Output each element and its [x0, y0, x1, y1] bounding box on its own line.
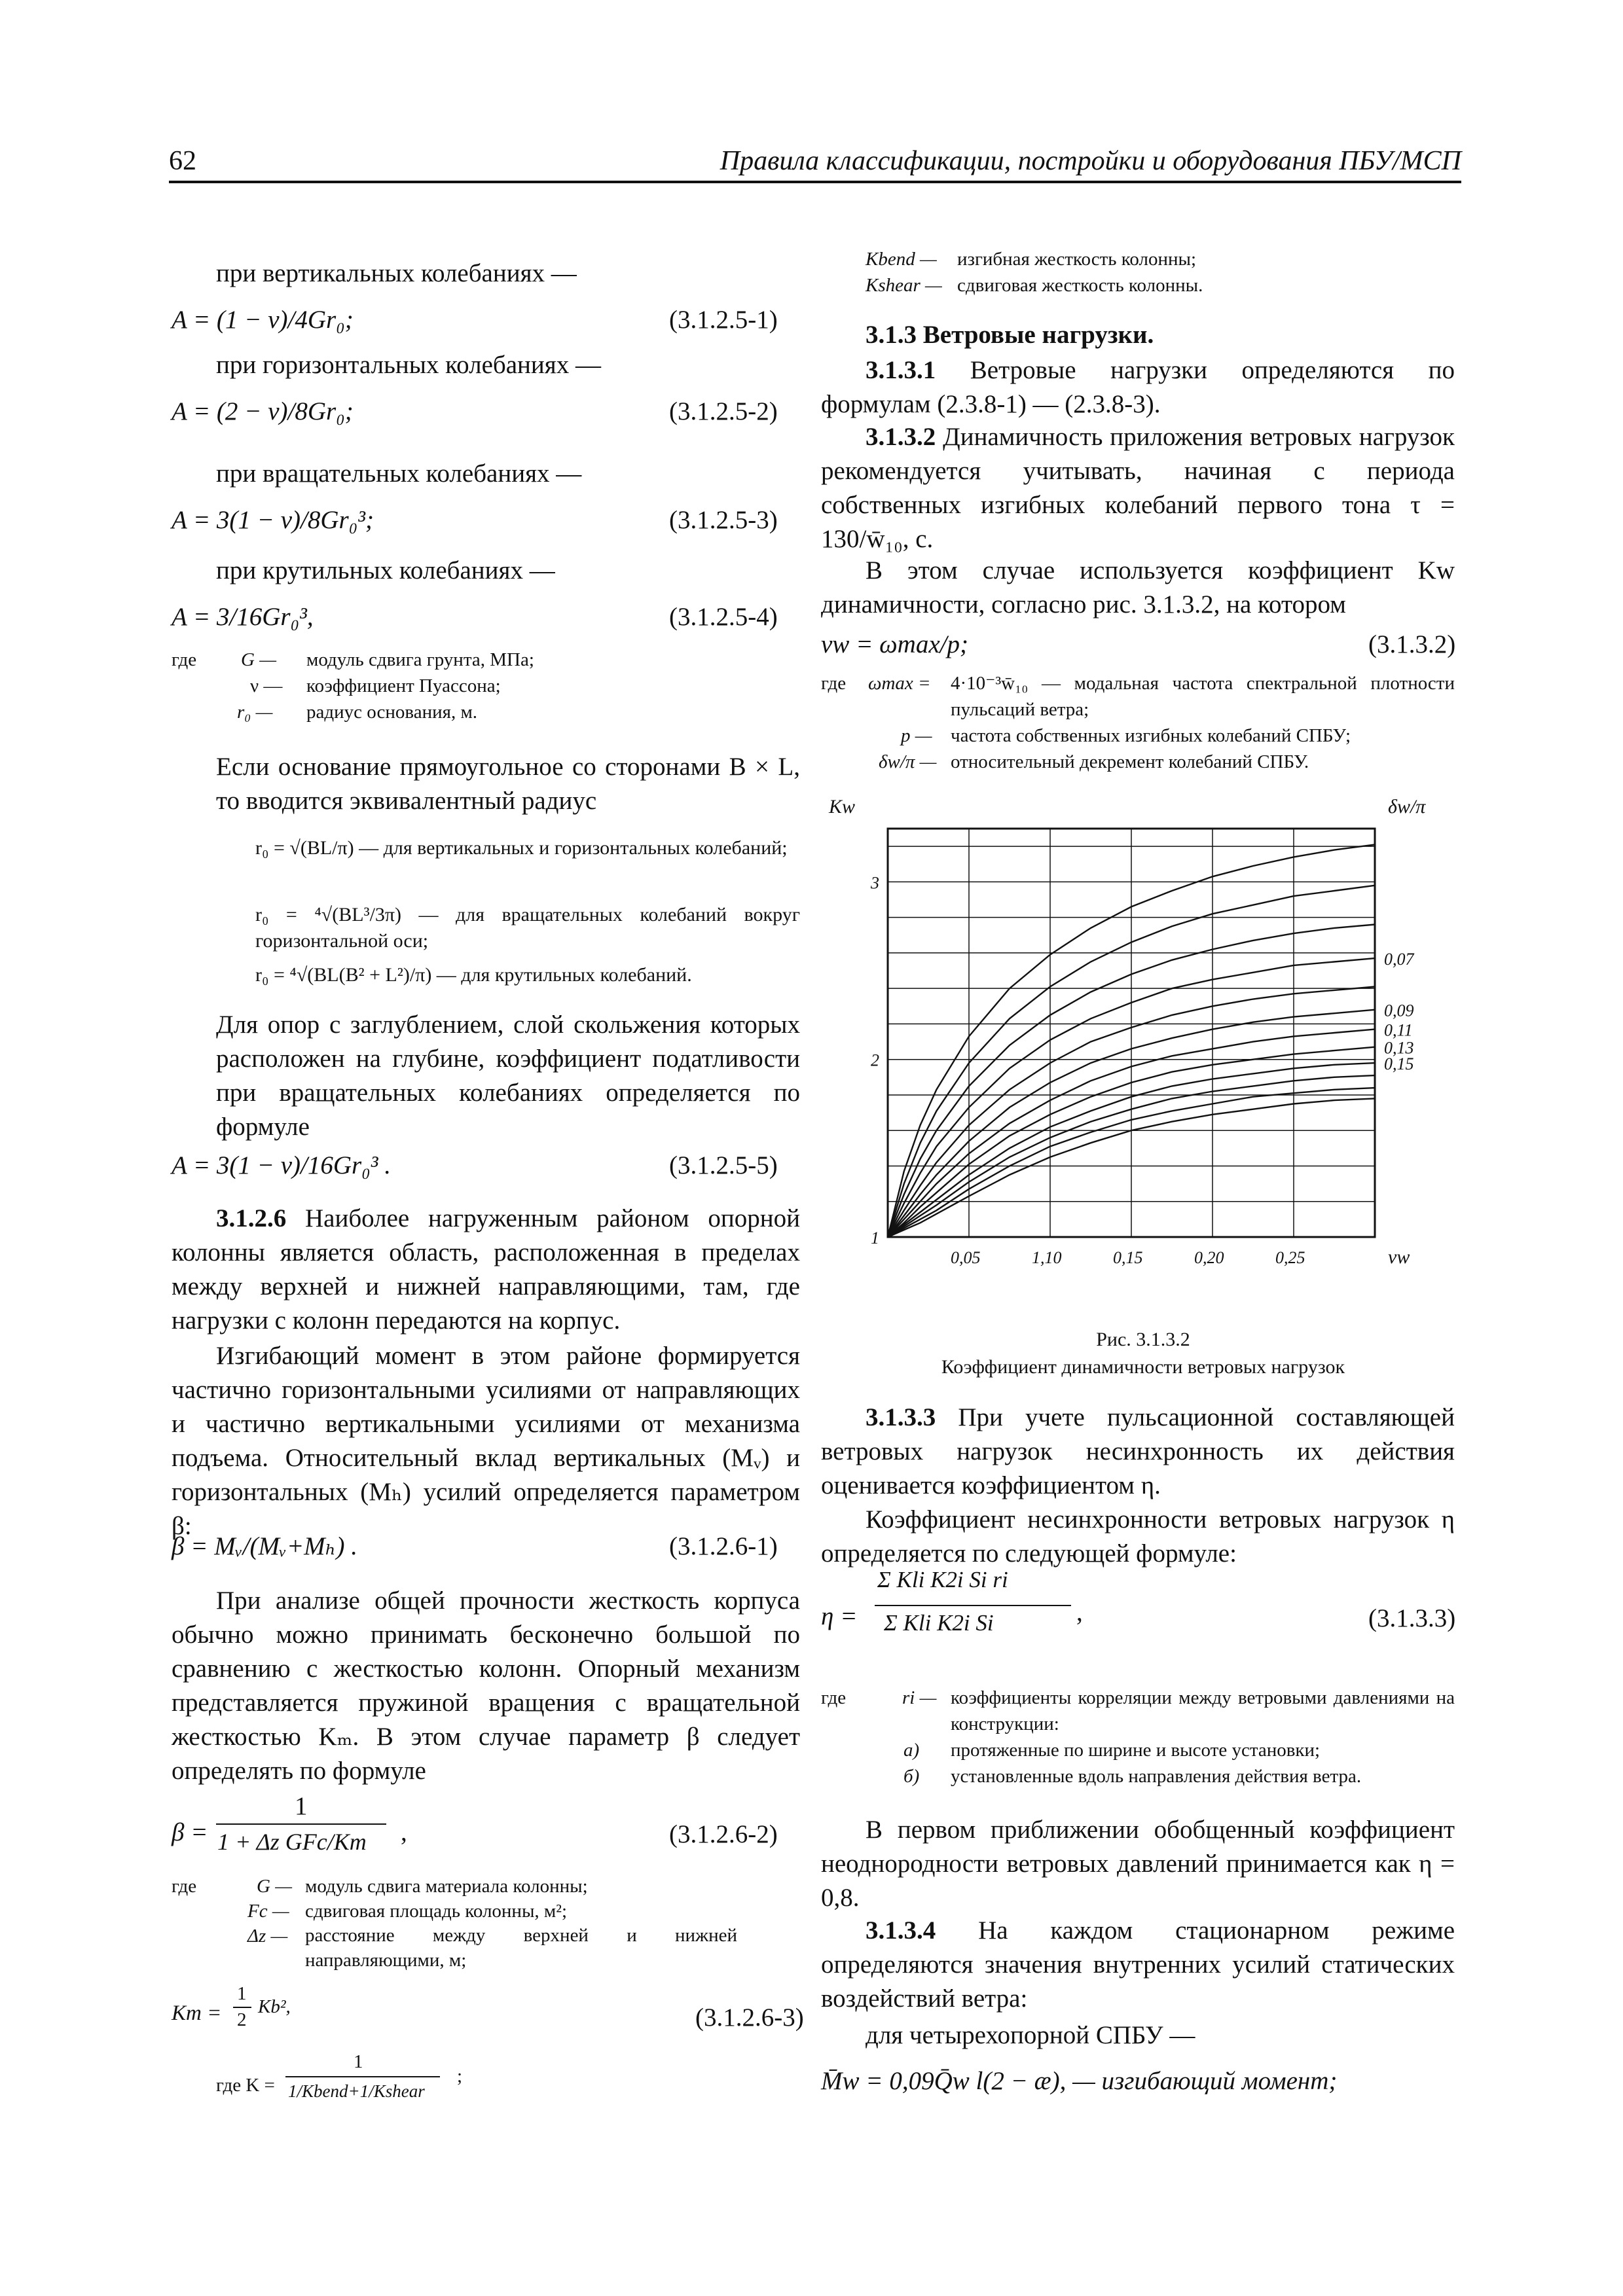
y-tick-label: 1: [871, 1229, 879, 1247]
fraction-denominator: 1/Kbend+1/Kshear: [288, 2081, 425, 2101]
section-heading: 3.1.3 Ветровые нагрузки.: [866, 321, 1154, 349]
x-tick-label: 0,20: [1194, 1248, 1224, 1267]
equation-number: (3.1.3.2): [1368, 630, 1456, 658]
definition: сдвиговая жесткость колонны.: [957, 275, 1203, 296]
equation-number: (3.1.2.6-1): [669, 1532, 778, 1560]
text-line: при вращательных колебаниях —: [216, 459, 582, 488]
definition: радиус основания, м.: [306, 702, 478, 723]
paragraph: Если основание прямоугольное со сторонами B × L, то вводится эквивалентный радиус: [216, 753, 800, 815]
list-marker: а): [903, 1740, 920, 1761]
fraction-denominator: 1 + Δz GFc/Km: [217, 1829, 367, 1855]
clause-text: При учете пульсационной составляющей ветровых нагрузок несинхронность их действия оценивается коэффициентом η.: [821, 1403, 1455, 1499]
where-label: где: [172, 1876, 197, 1897]
equation: νw = ωmax/p;: [821, 630, 968, 658]
clause-number: 3.1.3.1: [866, 356, 936, 384]
symbol: Kshear —: [866, 275, 942, 296]
symbol: r₀ —: [237, 702, 273, 723]
clause-number: 3.1.3.4: [866, 1916, 936, 1945]
definition: 4·10⁻³w̄₁₀ — модальная частота спектральной плотности пульсаций ветра;: [951, 673, 1455, 720]
fraction-numerator: 1: [237, 1983, 247, 2004]
fraction-bar: [233, 2007, 251, 2008]
where-label: где: [172, 649, 197, 670]
running-title: Правила классификации, постройки и оборудования ПБУ/МСП: [720, 146, 1461, 176]
paragraph: [821, 353, 1455, 422]
clause-number: 3.1.2.6: [216, 1204, 287, 1232]
fraction-denominator: 2: [237, 2009, 247, 2030]
symbol: G —: [241, 649, 276, 670]
curve-label: 0,07: [1384, 950, 1414, 969]
symbol: G —: [257, 1876, 292, 1897]
equation: A = 3(1 − ν)/8Gr₀³;: [172, 506, 374, 534]
clause-text: Ветровые нагрузки определяются по формулам (2.3.8-1) — (2.3.8-3).: [821, 356, 1455, 418]
symbol: ri —: [902, 1687, 937, 1708]
x-tick-label: 0,05: [951, 1248, 981, 1267]
equation-tail: ,: [401, 1818, 407, 1846]
symbol: ωmax =: [868, 673, 931, 694]
equation-number: (3.1.2.6-2): [669, 1820, 778, 1848]
paragraph: [172, 1202, 800, 1338]
text-line: для четырехопорной СПБУ —: [866, 2021, 1195, 2049]
formula-line: r₀ = √(BL/π) — для вертикальных и горизонтальных колебаний;: [255, 837, 788, 859]
equation: A = (2 − ν)/8Gr₀;: [172, 397, 354, 425]
clause-number: 3.1.3.2: [866, 423, 936, 451]
equation-lhs: β =: [172, 1818, 208, 1846]
paragraph: Коэффициент несинхронности ветровых нагрузок η определяется по следующей формуле:: [821, 1505, 1455, 1568]
equation-lhs: η =: [821, 1602, 858, 1630]
page-number: 62: [169, 146, 196, 176]
symbol: p —: [901, 725, 932, 746]
clause-text: Наиболее нагруженным районом опорной колонны является область, расположенная в пределах между верхней и нижней направляющими, там, где нагрузки с колонн передаются на корпус.: [172, 1204, 800, 1335]
formula-line: r₀ = ⁴√(BL(B² + L²)/π) — для крутильных колебаний.: [255, 964, 692, 986]
definition: коэффициент Пуассона;: [306, 675, 501, 696]
definition: модуль сдвига грунта, МПа;: [306, 649, 534, 670]
list-marker: б): [903, 1766, 920, 1787]
right-column: [812, 0, 1623, 2296]
figure-number: Рис. 3.1.3.2: [1096, 1329, 1190, 1350]
y-axis-label: Kw: [829, 796, 856, 817]
paragraph: При анализе общей прочности жесткость корпуса обычно можно принимать бесконечно большой по сравнению с жесткостью колонн. Опорный механизм представляется пружиной вращения с вращательной жесткостью Kₘ. В этом случае параметр β следует определять по формуле: [172, 1587, 800, 1785]
x-tick-label: 0,25: [1275, 1248, 1305, 1267]
definition: расстояние между верхней и нижней направляющими, м;: [305, 1925, 737, 1971]
definition: сдвиговая площадь колонны, м²;: [305, 1901, 568, 1922]
symbol: ν —: [250, 675, 283, 696]
fraction-bar: [216, 1823, 386, 1825]
equation-number: (3.1.2.5-2): [669, 397, 778, 425]
equation: A = (1 − ν)/4Gr₀;: [172, 306, 354, 334]
wind-dynamic-coefficient-chart: [825, 785, 1467, 1322]
fraction-bar: [875, 1605, 1071, 1606]
text-line: при вертикальных колебаниях —: [216, 259, 577, 287]
fraction-denominator: Σ Kli K2i Si: [884, 1610, 994, 1636]
equation-number: (3.1.2.5-3): [669, 506, 778, 534]
clause-number: 3.1.3.3: [866, 1403, 936, 1431]
definition: частота собственных изгибных колебаний СПБУ;: [951, 725, 1351, 746]
equation-lhs: Km =: [172, 2001, 222, 2025]
definition: установленные вдоль направления действия ветра.: [951, 1766, 1362, 1787]
fraction-numerator: 1: [295, 1792, 308, 1820]
x-tick-label: 0,15: [1113, 1248, 1143, 1267]
y2-axis-label: δw/π: [1388, 796, 1426, 817]
paragraph: [821, 420, 1455, 556]
symbol: Δz —: [247, 1926, 288, 1946]
fraction-numerator: Σ Kli K2i Si ri: [877, 1567, 1008, 1592]
curve-label: 0,13: [1384, 1038, 1414, 1058]
paragraph: В этом случае используется коэффициент Kw динамичности, согласно рис. 3.1.3.2, на котором: [821, 556, 1455, 619]
definition: изгибная жесткость колонны;: [957, 249, 1197, 270]
formula-line: r₀ = ⁴√(BL³/3π) — для вращательных колебаний вокруг горизонтальной оси;: [255, 904, 800, 952]
equation-number: (3.1.2.6-3): [695, 2003, 804, 2032]
paragraph: [821, 1914, 1455, 2016]
text-line: при крутильных колебаниях —: [216, 556, 555, 584]
equation-number: (3.1.2.5-4): [669, 603, 778, 631]
definition: модуль сдвига материала колонны;: [305, 1876, 588, 1897]
x-tick-label: 1,10: [1032, 1248, 1062, 1267]
symbol: Kbend —: [866, 249, 937, 270]
paragraph: Для опор с заглублением, слой скольжения которых расположен на глубине, коэффициент податливости при вращательных колебаниях определяется по формуле: [216, 1011, 800, 1141]
clause-text: Динамичность приложения ветровых нагрузок рекомендуется учитывать, начиная с периода собственных изгибных колебаний первого тона τ = 130/w̄₁₀, с.: [821, 423, 1455, 553]
figure-caption: Коэффициент динамичности ветровых нагрузок: [941, 1356, 1345, 1378]
curve-label: 0,11: [1384, 1020, 1413, 1040]
curve-label: 0,09: [1384, 1001, 1414, 1020]
fraction-bar: [285, 2076, 440, 2077]
x-axis-label: νw: [1388, 1246, 1410, 1268]
equation: A = 3(1 − ν)/16Gr₀³ .: [172, 1151, 391, 1179]
fraction-numerator: 1: [354, 2051, 363, 2072]
symbol: Fc —: [247, 1901, 289, 1922]
equation-tail: ,: [1076, 1598, 1083, 1626]
equation: A = 3/16Gr₀³,: [172, 603, 314, 631]
equation: β = Mᵥ/(Mᵥ+Mₕ) .: [172, 1532, 358, 1560]
definition: относительный декремент колебаний СПБУ.: [951, 751, 1309, 772]
definition: коэффициенты корреляции между ветровыми давлениями на конструкции:: [951, 1687, 1455, 1734]
clause-text: На каждом стационарном режиме определяются значения внутренних усилий статических воздействий ветра:: [821, 1916, 1455, 2013]
paragraph: В первом приближении обобщенный коэффициент неоднородности ветровых давлений принимается как η = 0,8.: [821, 1816, 1455, 1912]
equation-tail: ;: [457, 2066, 463, 2087]
curve-label: 0,15: [1384, 1054, 1414, 1074]
where-label: где: [821, 1687, 847, 1708]
equation-tail: Kb²,: [258, 1996, 291, 2017]
equation-number: (3.1.2.5-1): [669, 306, 778, 334]
symbol: δw/π —: [879, 751, 937, 772]
y-tick-label: 2: [871, 1050, 879, 1070]
equation-lhs: где K =: [216, 2075, 275, 2096]
definition: протяженные по ширине и высоте установки;: [951, 1740, 1321, 1761]
equation-number: (3.1.3.3): [1368, 1604, 1456, 1632]
y-tick-label: 3: [871, 873, 879, 893]
equation-number: (3.1.2.5-5): [669, 1151, 778, 1179]
paragraph: [821, 1401, 1455, 1503]
paragraph: Изгибающий момент в этом районе формируется частично горизонтальными усилиями от направляющих и частично вертикальными усилиями от механизма подъема. Относительный вклад вертикальных (Mᵥ) и горизонтальных (Mₕ) усилий определяется параметром β:: [172, 1342, 800, 1540]
where-label: где: [821, 673, 847, 694]
text-line: при горизонтальных колебаниях —: [216, 351, 601, 379]
equation: M̄w = 0,09Q̄w l(2 − æ), — изгибающий момент;: [821, 2067, 1338, 2095]
